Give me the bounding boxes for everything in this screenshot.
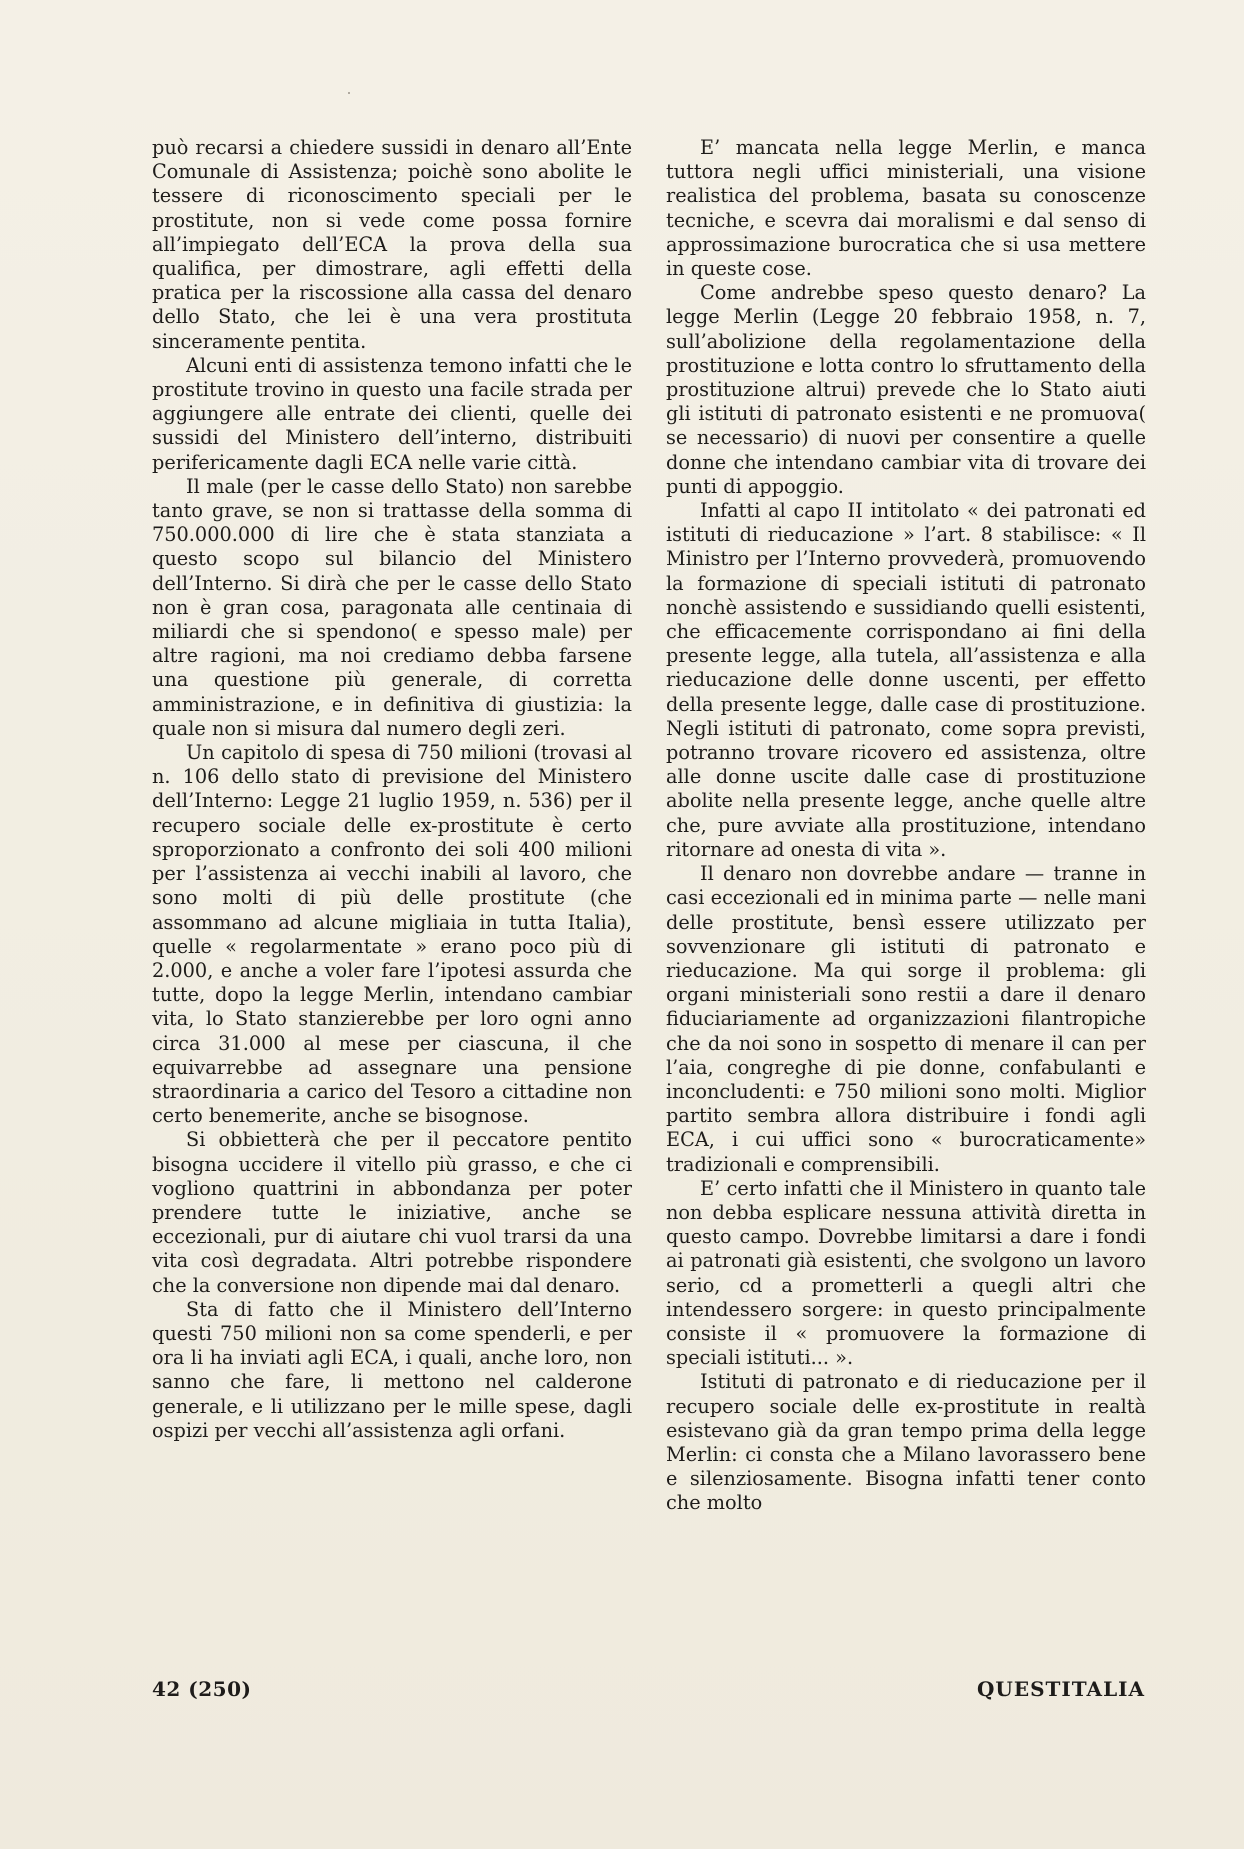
right-column [666, 136, 1146, 1516]
page-speck [348, 92, 350, 94]
paragraph: Come andrebbe speso questo denaro? La legge Merlin (Legge 20 febbraio 1958, n. 7, sull’abolizione della regolamentazione della prostituzione e lotta contro lo sfruttamento della prostituzione altrui) prevede che lo Stato aiuti gli istituti di patronato esistenti e ne promuova( se necessario) di nuovi per consentire a quelle donne che intendano cambiar vita di trovare dei punti di appoggio. [666, 281, 1146, 498]
paragraph: E’ mancata nella legge Merlin, e manca tuttora negli uffici ministeriali, una visione realistica del problema, basata su conoscenze tecniche, e scevra dai moralismi e dal senso di approssimazione burocratica che si usa mettere in queste cose. [666, 136, 1146, 281]
magazine-title: QUESTITALIA [976, 1677, 1145, 1701]
paragraph: Istituti di patronato e di rieducazione per il recupero sociale delle ex-prostitute in realtà esistevano già da gran tempo prima della legge Merlin: ci consta che a Milano lavorassero bene e silenziosamente. Bisogna infatti tener conto che molto [666, 1370, 1146, 1515]
paragraph: Infatti al capo II intitolato « dei patronati ed istituti di rieducazione » l’art. 8 stabilisce: « Il Ministro per l’Interno provvederà, promuovendo la formazione di speciali istituti di patronato nonchè assistendo e sussidiando quelli esistenti, che efficacemente corrispondano ai fini della presente legge, alla tutela, all’assistenza e alla rieducazione delle donne uscenti, per effetto della presente legge, dalle case di prostituzione. Negli istituti di patronato, come sopra previsti, potranno trovare ricovero ed assistenza, oltre alle donne uscite dalle case di prostituzione abolite nella presente legge, anche quelle altre che, pure avviate alla prostituzione, intendano ritornare ad onesta di vita ». [666, 499, 1146, 861]
paragraph: Sta di fatto che il Ministero dell’Interno questi 750 milioni non sa come spenderli, e per ora li ha inviati agli ECA, i quali, anche loro, non sanno che fare, li mettono nel calderone generale, e li utilizzano per le mille spese, dagli ospizi per vecchi all’assistenza agli orfani. [152, 1297, 632, 1442]
paragraph: E’ certo infatti che il Ministero in quanto tale non debba esplicare nessuna attività diretta in questo campo. Dovrebbe limitarsi a dare i fondi ai patronati già esistenti, che svolgono un lavoro serio, cd a prometterli a quegli altri che intendessero sorgere: in questo principalmente consiste il « promuovere la formazione di speciali istituti... ». [666, 1176, 1146, 1370]
page-number: 42 (250) [152, 1677, 252, 1701]
paragraph: Un capitolo di spesa di 750 milioni (trovasi al n. 106 dello stato di previsione del Ministero dell’Interno: Legge 21 luglio 1959, n. 536) per il recupero sociale delle ex-prostitute è certo sproporzionato a confronto dei soli 400 milioni per l’assistenza ai vecchi inabili al lavoro, che sono molti di più delle prostitute (che assommano ad alcune migliaia in tutta Italia), quelle « regolarmentate » erano poco più di 2.000, e anche a voler fare l’ipotesi assurda che tutte, dopo la legge Merlin, intendano cambiar vita, lo Stato stanzierebbe per loro ogni anno circa 31.000 al mese per ciascuna, il che equivarrebbe ad assegnare una pensione straordinaria a carico del Tesoro a cittadine non certo benemerite, anche se bisognose. [152, 741, 632, 1128]
paragraph: Il male (per le casse dello Stato) non sarebbe tanto grave, se non si trattasse della somma di 750.000.000 di lire che è stata stanziata a questo scopo sul bilancio del Ministero dell’Interno. Si dirà che per le casse dello Stato non è gran cosa, paragonata alle centinaia di miliardi che si spendono( e spesso male) per altre ragioni, ma noi crediamo debba farsene una questione più generale, di corretta amministrazione, e in definitiva di giustizia: la quale non si misura dal numero degli zeri. [152, 474, 632, 740]
paragraph: può recarsi a chiedere sussidi in denaro all’Ente Comunale di Assistenza; poichè sono abolite le tessere di riconoscimento speciali per le prostitute, non si vede come possa fornire all’impiegato dell’ECA la prova della sua qualifica, per dimostrare, agli effetti della pratica per la riscossione alla cassa del denaro dello Stato, che lei è una vera prostituta sinceramente pentita. [152, 136, 632, 353]
left-column [152, 136, 632, 1443]
paragraph: Si obbietterà che per il peccatore pentito bisogna uccidere il vitello più grasso, e che ci vogliono quattrini in abbondanza per poter prendere tutte le iniziative, anche se eccezionali, pur di aiutare chi vuol trarsi da una vita così degradata. Altri potrebbe rispondere che la conversione non dipende mai dal denaro. [152, 1128, 632, 1297]
paragraph: Alcuni enti di assistenza temono infatti che le prostitute trovino in questo una facile strada per aggiungere alle entrate dei clienti, quelle dei sussidi del Ministero dell’interno, distribuiti perifericamente dagli ECA nelle varie città. [152, 353, 632, 474]
paragraph: Il denaro non dovrebbe andare — tranne in casi eccezionali ed in minima parte — nelle mani delle prostitute, bensì essere utilizzato per sovvenzionare gli istituti di patronato e rieducazione. Ma qui sorge il problema: gli organi ministeriali sono restii a dare il denaro fiduciariamente ad organizzazioni filantropiche che da noi sono in sospetto di menare il can per l’aia, congreghe di pie donne, confabulanti e inconcludenti: e 750 milioni sono molti. Miglior partito sembra allora distribuire i fondi agli ECA, i cui uffici sono « burocraticamente» tradizionali e comprensibili. [666, 862, 1146, 1176]
